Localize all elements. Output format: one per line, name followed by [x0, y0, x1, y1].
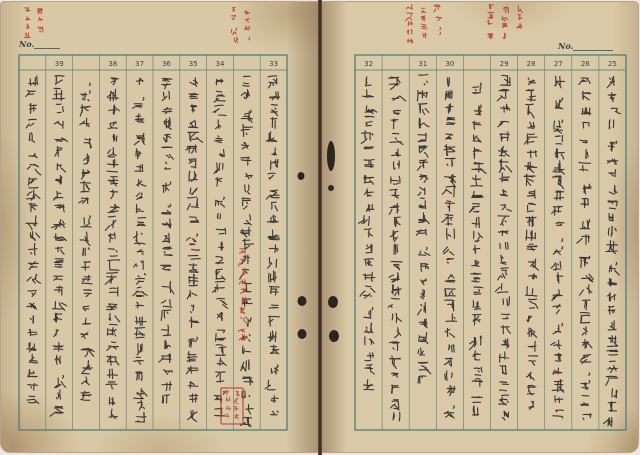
left-page	[1, 2, 318, 452]
handwriting-column	[79, 83, 94, 400]
red-annotation	[24, 8, 30, 38]
column-number: 38	[108, 60, 118, 68]
red-annotation	[488, 5, 494, 39]
column-number: 30	[445, 60, 455, 68]
handwriting-column	[133, 78, 147, 422]
handwriting-column	[577, 78, 593, 420]
handwriting-column	[469, 83, 486, 415]
handwriting-column	[159, 79, 174, 404]
column-number: 32	[364, 60, 374, 68]
handwriting-column	[416, 75, 430, 384]
column-number: 34	[215, 60, 225, 68]
red-annotation	[517, 6, 523, 29]
red-annotation	[244, 11, 250, 40]
handwriting-column	[551, 76, 565, 418]
seal-marks	[225, 391, 240, 419]
column-number: 37	[135, 60, 145, 68]
handwriting-column	[213, 79, 228, 416]
column-number: 29	[499, 60, 509, 68]
red-annotation	[38, 9, 43, 32]
left-page-grid-and-handwriting	[1, 2, 318, 452]
red-annotation	[406, 5, 413, 43]
column-number: 33	[269, 60, 279, 68]
right-page	[322, 2, 638, 452]
red-annotation	[502, 7, 509, 38]
page-number-label: No.	[19, 39, 35, 49]
handwriting-column	[388, 77, 405, 421]
handwriting-column	[524, 78, 538, 409]
handwriting-column	[105, 78, 120, 419]
handwriting-column	[495, 75, 511, 419]
column-number: 26	[580, 60, 590, 68]
handwriting-column	[50, 76, 67, 417]
red-annotation	[434, 5, 442, 35]
red-annotation	[421, 8, 427, 37]
handwriting-column	[265, 76, 279, 415]
handwriting-column	[186, 78, 203, 422]
column-number: 36	[161, 60, 171, 68]
column-number: 39	[54, 60, 64, 68]
red-annotation	[232, 7, 238, 42]
handwriting-column	[359, 77, 377, 390]
right-page-grid-and-handwriting	[322, 2, 638, 452]
column-number: 31	[418, 60, 428, 68]
column-number: 35	[188, 60, 198, 68]
handwriting-column	[26, 76, 41, 404]
handwriting-column	[604, 77, 621, 427]
column-number: 25	[607, 60, 617, 68]
page-number-label: No.	[558, 41, 574, 51]
column-number: 27	[553, 60, 563, 68]
handwriting-column	[442, 77, 457, 418]
column-number: 28	[526, 60, 536, 68]
